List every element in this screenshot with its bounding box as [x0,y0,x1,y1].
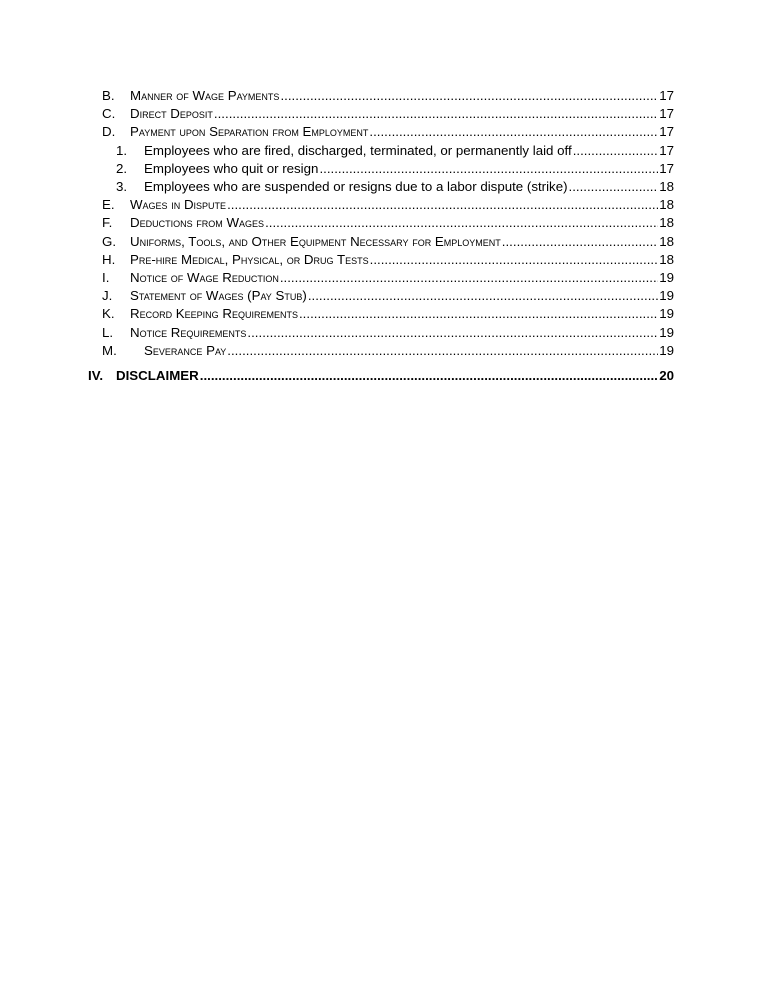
toc-entry-page[interactable]: 17 [659,161,674,176]
dot-leader [214,105,658,123]
toc-entry-page[interactable]: 19 [659,306,674,321]
dot-leader [502,233,658,251]
dot-leader [569,178,659,196]
toc-entry-title[interactable]: Notice Requirements [130,325,247,340]
toc-entry-iv[interactable] [88,367,674,385]
dot-leader [573,142,659,160]
toc-entry-number: F. [102,215,113,230]
dot-leader [227,196,658,214]
dot-leader [265,214,658,232]
toc-entry-page[interactable]: 19 [659,325,674,340]
toc-entry-number: M. [102,343,117,358]
dot-leader [370,251,659,269]
toc-entry-number: K. [102,306,115,321]
toc-entry-f[interactable] [102,214,674,232]
dot-leader [319,160,658,178]
toc-entry-number: H. [102,252,116,267]
toc-entry-page[interactable]: 17 [659,143,674,158]
toc-entry-b[interactable] [102,87,674,105]
toc-entry-k[interactable] [102,305,674,323]
toc-entry-title[interactable]: Wages in Dispute [130,197,227,212]
toc-entry-number: L. [102,325,114,340]
toc-entry-title[interactable]: Deductions from Wages [130,215,265,230]
dot-leader [280,87,658,105]
dot-leader [227,342,658,360]
toc-entry-title[interactable]: Employees who are suspended or resigns due to a labor dispute (strike) [144,179,568,194]
toc-entry-page[interactable]: 18 [659,179,674,194]
toc-entry-page[interactable]: 19 [659,288,674,303]
dot-leader [200,367,658,385]
toc-entry-number: 1. [116,143,128,158]
toc-entry-d1[interactable] [116,142,674,160]
toc-entry-title[interactable]: DISCLAIMER [116,368,199,383]
toc-entry-page[interactable]: 19 [659,343,674,358]
toc-entry-l[interactable] [102,324,674,342]
toc-entry-number: B. [102,88,115,103]
toc-entry-number: J. [102,288,113,303]
toc-entry-page[interactable]: 17 [659,88,674,103]
toc-entry-page[interactable]: 18 [659,252,674,267]
toc-entry-title[interactable]: Severance Pay [144,343,227,358]
dot-leader [280,269,658,287]
toc-entry-title[interactable]: Employees who are fired, discharged, terminated, or permanently laid off [144,143,572,158]
toc-entry-page[interactable]: 19 [659,270,674,285]
toc-entry-title[interactable]: Direct Deposit [130,106,213,121]
toc-entry-title[interactable]: Payment upon Separation from Employment [130,124,369,139]
toc-entry-page[interactable]: 18 [659,197,674,212]
toc-entry-i[interactable] [102,269,674,287]
toc-entry-page[interactable]: 17 [659,124,674,139]
toc-entry-j[interactable] [102,287,674,305]
toc-entry-d2[interactable] [116,160,674,178]
toc-entry-number: IV. [88,368,104,383]
dot-leader [299,305,658,323]
toc-entry-c[interactable] [102,105,674,123]
toc-entry-title[interactable]: Statement of Wages (Pay Stub) [130,288,307,303]
toc-entry-title[interactable]: Pre-hire Medical, Physical, or Drug Tests [130,252,369,267]
toc-entry-d[interactable] [102,123,674,141]
toc-entry-number: I. [102,270,110,285]
toc-entry-title[interactable]: Manner of Wage Payments [130,88,280,103]
toc-entry-page[interactable]: 18 [659,215,674,230]
toc-entry-g[interactable] [102,233,674,251]
toc-entry-number: 3. [116,179,128,194]
toc-entry-title[interactable]: Record Keeping Requirements [130,306,298,321]
toc-entry-title[interactable]: Notice of Wage Reduction [130,270,279,285]
dot-leader [369,123,658,141]
toc-entry-m[interactable] [102,342,674,360]
toc-entry-d3[interactable] [116,178,674,196]
toc-entry-page[interactable]: 20 [659,368,674,383]
toc-entry-number: D. [102,124,116,139]
toc-entry-e[interactable] [102,196,674,214]
toc-entry-number: C. [102,106,116,121]
toc-entry-number: G. [102,234,117,249]
toc-entry-title[interactable]: Employees who quit or resign [144,161,319,176]
toc-entry-page[interactable]: 18 [659,234,674,249]
dot-leader [247,324,658,342]
toc-entry-h[interactable] [102,251,674,269]
toc-entry-number: E. [102,197,115,212]
dot-leader [308,287,658,305]
toc-entry-title[interactable]: Uniforms, Tools, and Other Equipment Necessary for Employment [130,234,501,249]
toc-entry-page[interactable]: 17 [659,106,674,121]
toc-entry-number: 2. [116,161,128,176]
